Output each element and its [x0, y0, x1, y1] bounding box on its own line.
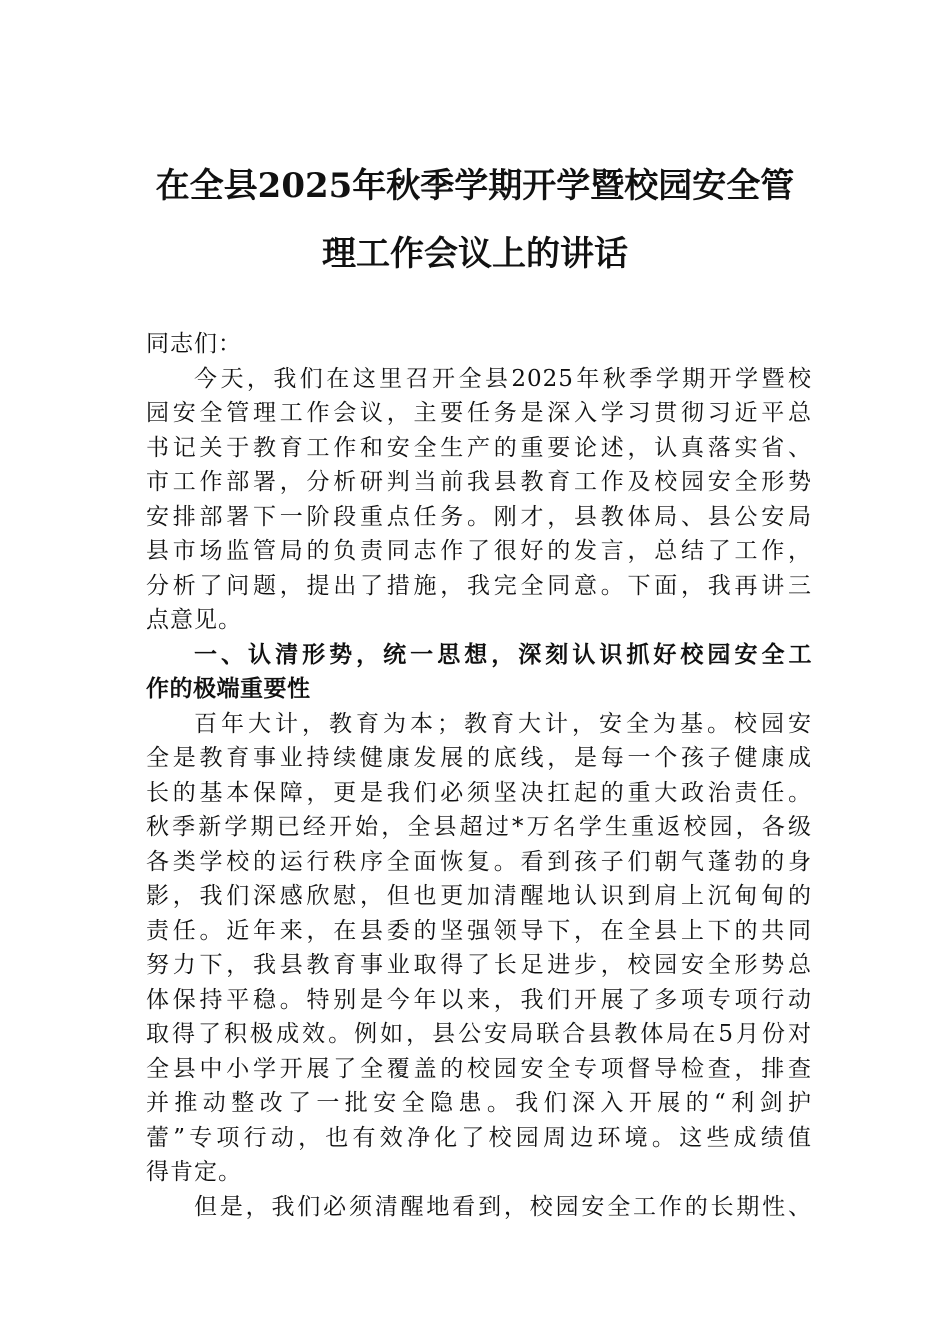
paragraph-line: 全是教育事业持续健康发展的底线，是每一个孩子健康成	[146, 745, 812, 771]
title-line-2: 理工作会议上的讲话	[322, 234, 628, 274]
paragraph-line: 园安全管理工作会议，主要任务是深入学习贯彻习近平总	[146, 400, 812, 426]
paragraph-line: 今天，我们在这里召开全县2025年秋季学期开学暨校	[194, 365, 812, 392]
document-body	[146, 327, 812, 1224]
paragraph-line: 安排部署下一阶段重点任务。刚才，县教体局、县公安局	[146, 503, 812, 530]
paragraph-line: 百年大计，教育为本；教育大计，安全为基。校园安	[194, 710, 812, 737]
paragraph-line: 各类学校的运行秩序全面恢复。看到孩子们朝气蓬勃的身	[146, 848, 812, 875]
paragraph-line: 努力下，我县教育事业取得了长足进步，校园安全形势总	[146, 952, 812, 978]
paragraph-line: 长的基本保障，更是我们必须坚决扛起的重大政治责任。	[146, 779, 812, 806]
paragraph-line: 市工作部署，分析研判当前我县教育工作及校园安全形势	[146, 469, 812, 495]
paragraph-line: 取得了积极成效。例如，县公安局联合县教体局在5月份对	[146, 1021, 812, 1047]
paragraph-line: 得肯定。	[146, 1159, 242, 1185]
paragraph-line: 影，我们深感欣慰，但也更加清醒地认识到肩上沉甸甸的	[146, 883, 812, 909]
paragraph-line: 但是，我们必须清醒地看到，校园安全工作的长期性、	[194, 1193, 812, 1220]
heading-line: 一、认清形势，统一思想，深刻认识抓好校园安全工	[194, 641, 812, 668]
paragraph-line: 责任。近年来，在县委的坚强领导下，在全县上下的共同	[146, 917, 812, 944]
salutation: 同志们：	[146, 331, 242, 357]
paragraph-line: 体保持平稳。特别是今年以来，我们开展了多项专项行动	[146, 986, 812, 1013]
paragraph-2	[146, 707, 812, 1190]
paragraph-line: 点意见。	[146, 607, 242, 633]
paragraph-3	[146, 1190, 812, 1225]
paragraph-line: 蕾”专项行动，也有效净化了校园周边环境。这些成绩值	[146, 1124, 812, 1151]
paragraph-line: 全县中小学开展了全覆盖的校园安全专项督导检查，排查	[146, 1055, 812, 1082]
paragraph-line: 分析了问题，提出了措施，我完全同意。下面，我再讲三	[146, 572, 812, 599]
paragraph-line: 秋季新学期已经开始，全县超过*万名学生重返校园，各级	[146, 814, 812, 840]
paragraph-1	[146, 362, 812, 638]
paragraph-line: 书记关于教育工作和安全生产的重要论述，认真落实省、	[146, 434, 812, 461]
paragraph-line: 并推动整改了一批安全隐患。我们深入开展的“利剑护	[146, 1090, 812, 1116]
paragraph-line: 县市场监管局的负责同志作了很好的发言，总结了工作，	[146, 538, 812, 564]
section-heading-1	[146, 638, 812, 707]
heading-line: 作的极端重要性	[146, 676, 311, 702]
title-line-1: 在全县2025年秋季学期开学暨校园安全管	[155, 166, 795, 206]
